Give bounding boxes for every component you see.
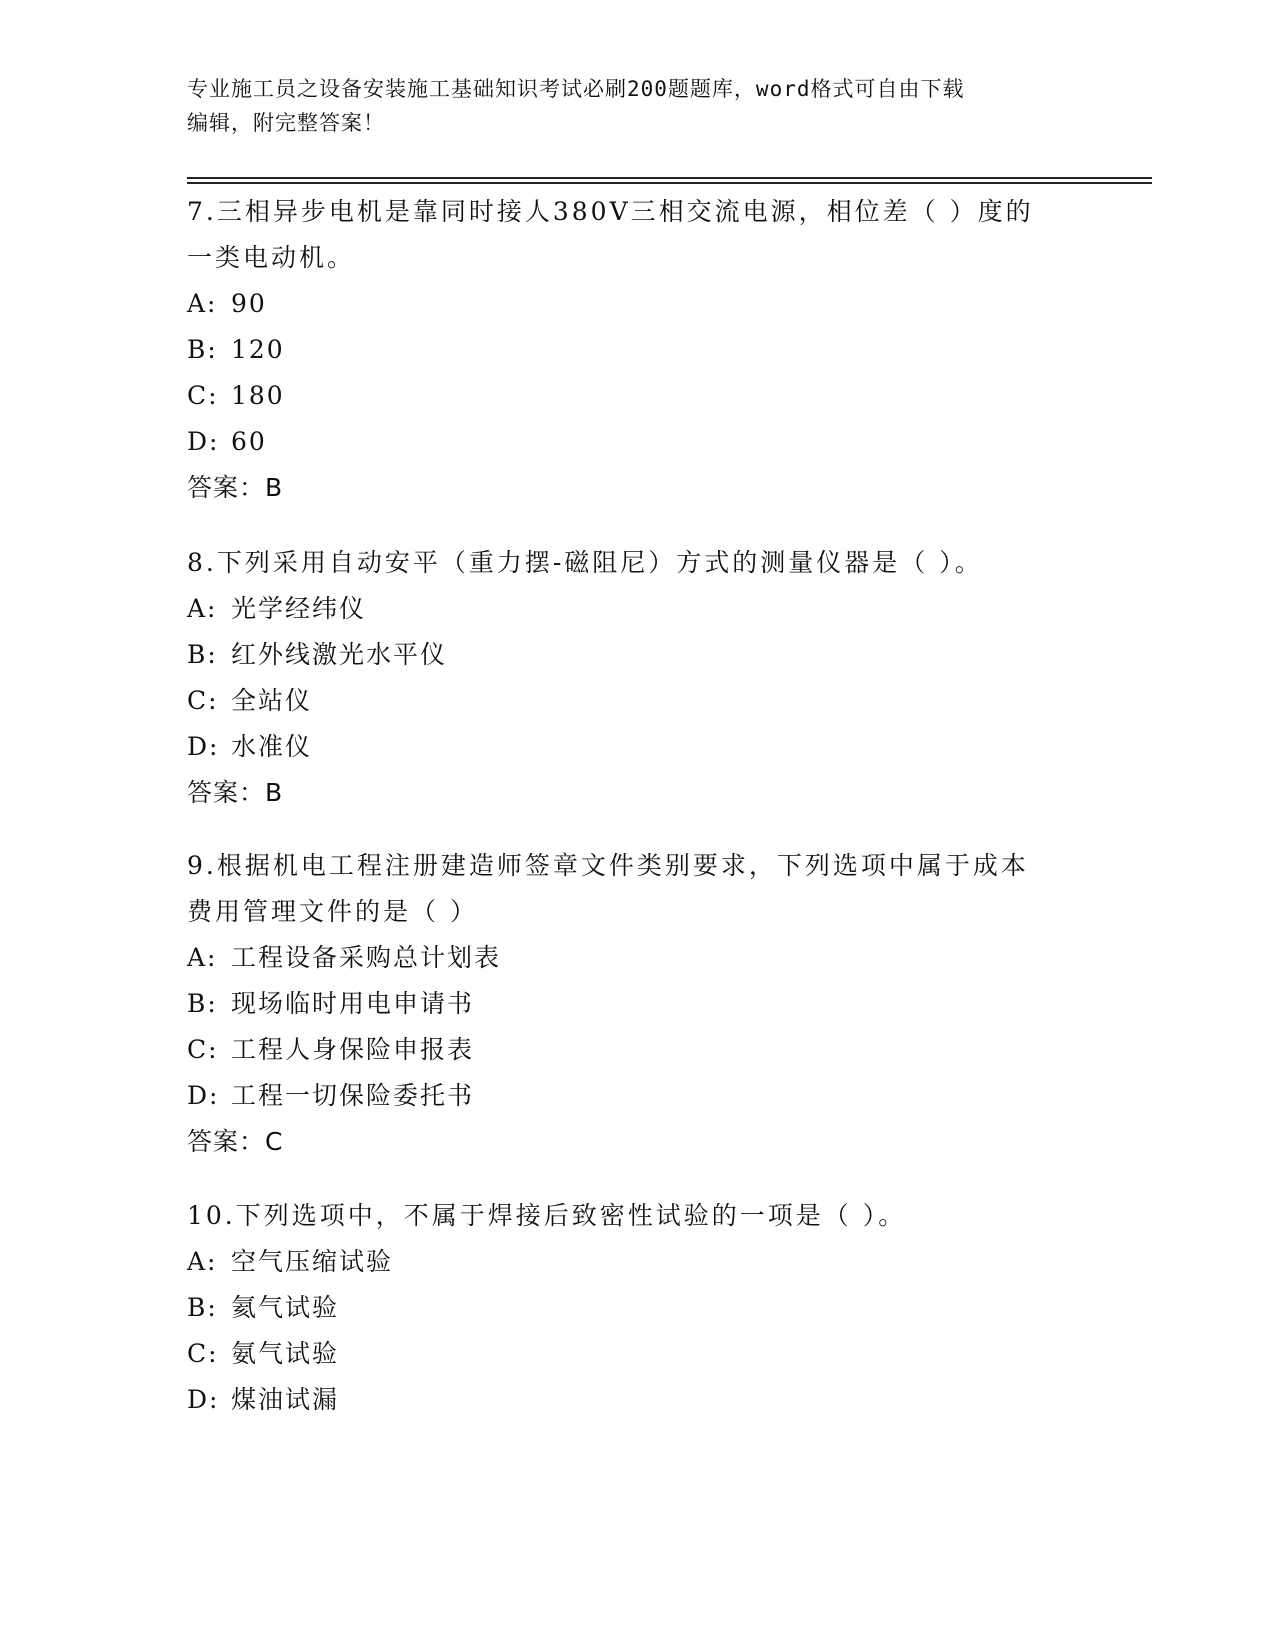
option-d (187, 724, 1087, 770)
question-10 (187, 1193, 1087, 1423)
question-stem-line-2: 费用管理文件的是（ ） (187, 897, 478, 926)
option-key: A: (187, 943, 218, 972)
option-d (187, 419, 1087, 465)
option-a (187, 586, 1087, 632)
option-text: 光学经纬仪 (231, 594, 367, 623)
option-b (187, 1285, 1087, 1331)
option-key: D: (187, 1385, 220, 1414)
option-key: B: (187, 1293, 218, 1322)
option-text: 工程一切保险委托书 (231, 1081, 475, 1110)
option-key: A: (187, 1247, 218, 1276)
answer-label: 答案： (187, 778, 266, 807)
option-d (187, 1073, 1087, 1119)
option-key: C: (187, 686, 219, 715)
answer-label: 答案： (187, 473, 266, 502)
option-text: 氨气试验 (231, 1339, 340, 1368)
document-header (187, 72, 1087, 140)
option-text: 水准仪 (231, 732, 313, 761)
answer-line (187, 1119, 1087, 1165)
answer-line (187, 770, 1087, 816)
option-text: 90 (231, 289, 267, 318)
question-stem-line-1: 9.根据机电工程注册建造师签章文件类别要求，下列选项中属于成本 (187, 851, 1029, 880)
header-line-1: 专业施工员之设备安装施工基础知识考试必刷200题题库，word格式可自由下载 (187, 77, 965, 101)
option-key: C: (187, 1339, 219, 1368)
option-text: 工程人身保险申报表 (231, 1035, 475, 1064)
option-key: D: (187, 732, 220, 761)
option-c (187, 373, 1087, 419)
option-key: B: (187, 989, 218, 1018)
answer-value: C (265, 1127, 284, 1156)
option-key: C: (187, 1035, 219, 1064)
answer-value: B (265, 473, 284, 502)
option-text: 工程设备采购总计划表 (231, 943, 502, 972)
option-text: 氦气试验 (231, 1293, 340, 1322)
option-d (187, 1377, 1087, 1423)
option-text: 红外线激光水平仪 (231, 640, 448, 669)
answer-value: B (265, 778, 284, 807)
option-text: 120 (231, 335, 285, 364)
option-a (187, 1239, 1087, 1285)
option-key: A: (187, 594, 218, 623)
option-c (187, 1331, 1087, 1377)
question-stem-line-1: 10.下列选项中，不属于焊接后致密性试验的一项是（ ）。 (187, 1201, 907, 1230)
option-key: D: (187, 427, 220, 456)
option-text: 煤油试漏 (231, 1385, 340, 1414)
option-b (187, 632, 1087, 678)
option-a (187, 281, 1087, 327)
option-b (187, 327, 1087, 373)
header-divider-bottom (187, 182, 1152, 184)
header-line-2: 编辑，附完整答案！ (187, 111, 385, 135)
option-text: 现场临时用电申请书 (231, 989, 475, 1018)
question-8 (187, 540, 1087, 816)
question-stem-line-2: 一类电动机。 (187, 243, 356, 272)
option-text: 空气压缩试验 (231, 1247, 394, 1276)
option-key: D: (187, 1081, 220, 1110)
option-key: B: (187, 335, 218, 364)
question-9 (187, 843, 1087, 1165)
option-text: 全站仪 (231, 686, 313, 715)
option-c (187, 678, 1087, 724)
question-stem-line-1: 7.三相异步电机是靠同时接人380V三相交流电源，相位差（ ）度的 (187, 197, 1034, 226)
header-divider-top (187, 177, 1152, 179)
option-key: B: (187, 640, 218, 669)
option-text: 180 (231, 381, 285, 410)
question-stem-line-1: 8.下列采用自动安平（重力摆-磁阻尼）方式的测量仪器是（ ）。 (187, 548, 983, 577)
option-b (187, 981, 1087, 1027)
option-text: 60 (231, 427, 267, 456)
option-a (187, 935, 1087, 981)
answer-label: 答案： (187, 1127, 266, 1156)
option-key: A: (187, 289, 218, 318)
answer-line (187, 465, 1087, 511)
option-key: C: (187, 381, 219, 410)
option-c (187, 1027, 1087, 1073)
question-7 (187, 189, 1087, 511)
